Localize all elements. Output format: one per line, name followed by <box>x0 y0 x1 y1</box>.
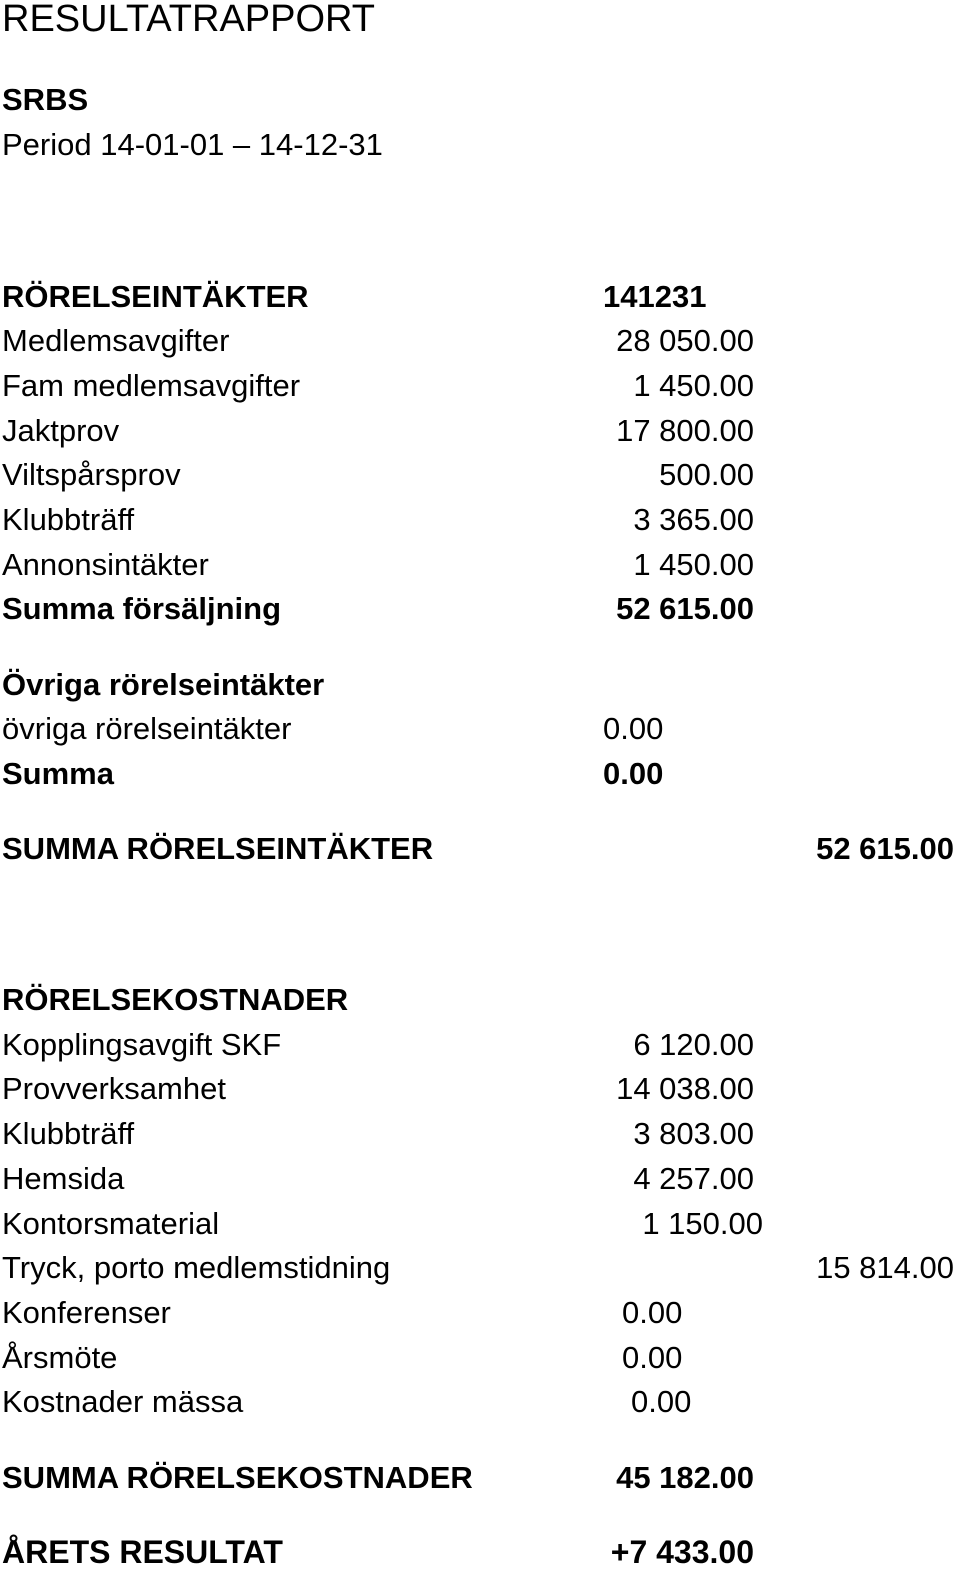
sales-total-value: 52 615.00 <box>616 591 754 626</box>
income-total-label: SUMMA RÖRELSEINTÄKTER <box>2 831 434 866</box>
report-period: Period 14-01-01 – 14-12-31 <box>2 127 383 162</box>
income-header-value: 141231 <box>603 279 707 314</box>
income-header-label: RÖRELSEINTÄKTER <box>2 279 309 314</box>
income-item-value: 1 450.00 <box>633 368 754 403</box>
income-total-value: 52 615.00 <box>816 831 954 866</box>
cost-item-value: 0.00 <box>622 1340 683 1375</box>
income-item-label: Medlemsavgifter <box>2 323 230 358</box>
cost-item-label: Årsmöte <box>2 1340 118 1375</box>
other-income-header: Övriga rörelseintäkter <box>2 667 325 702</box>
cost-item-label: Kontorsmaterial <box>2 1206 220 1241</box>
cost-item-label: Kostnader mässa <box>2 1384 244 1419</box>
income-item-value: 1 450.00 <box>633 547 754 582</box>
annual-result-value: +7 433.00 <box>610 1534 754 1570</box>
other-income-total-value: 0.00 <box>603 756 664 791</box>
cost-item-label: Provverksamhet <box>2 1071 226 1106</box>
cost-item-label: Kopplingsavgift SKF <box>2 1027 282 1062</box>
costs-total-value: 45 182.00 <box>616 1460 754 1495</box>
other-income-item-value: 0.00 <box>603 711 664 746</box>
income-item-value: 500.00 <box>659 457 754 492</box>
income-item-label: Klubbträff <box>2 502 135 537</box>
cost-item-value: 0.00 <box>631 1384 692 1419</box>
other-income-item-label: övriga rörelseintäkter <box>2 711 292 746</box>
cost-item-value: 3 803.00 <box>633 1116 754 1151</box>
income-item-label: Fam medlemsavgifter <box>2 368 301 403</box>
income-item-value: 3 365.00 <box>633 502 754 537</box>
cost-item-value: 6 120.00 <box>633 1027 754 1062</box>
cost-item-value: 1 150.00 <box>642 1206 763 1241</box>
income-item-value: 17 800.00 <box>616 413 754 448</box>
organization-name: SRBS <box>2 82 89 117</box>
income-item-label: Viltspårsprov <box>2 457 181 492</box>
cost-item-value: 0.00 <box>622 1295 683 1330</box>
income-item-label: Jaktprov <box>2 413 120 448</box>
cost-item-label: Hemsida <box>2 1161 125 1196</box>
cost-item-value: 4 257.00 <box>633 1161 754 1196</box>
cost-item-value: 14 038.00 <box>616 1071 754 1106</box>
income-item-label: Annonsintäkter <box>2 547 209 582</box>
annual-result-label: ÅRETS RESULTAT <box>2 1534 283 1570</box>
cost-item-label: Konferenser <box>2 1295 171 1330</box>
cost-item-label: Tryck, porto medlemstidning <box>2 1250 391 1285</box>
costs-header-label: RÖRELSEKOSTNADER <box>2 982 349 1017</box>
report-title: RESULTATRAPPORT <box>2 0 376 40</box>
income-item-value: 28 050.00 <box>616 323 754 358</box>
sales-total-label: Summa försäljning <box>2 591 282 626</box>
cost-item-value: 15 814.00 <box>816 1250 954 1285</box>
costs-total-label: SUMMA RÖRELSEKOSTNADER <box>2 1460 473 1495</box>
other-income-total-label: Summa <box>2 756 114 791</box>
cost-item-label: Klubbträff <box>2 1116 135 1151</box>
